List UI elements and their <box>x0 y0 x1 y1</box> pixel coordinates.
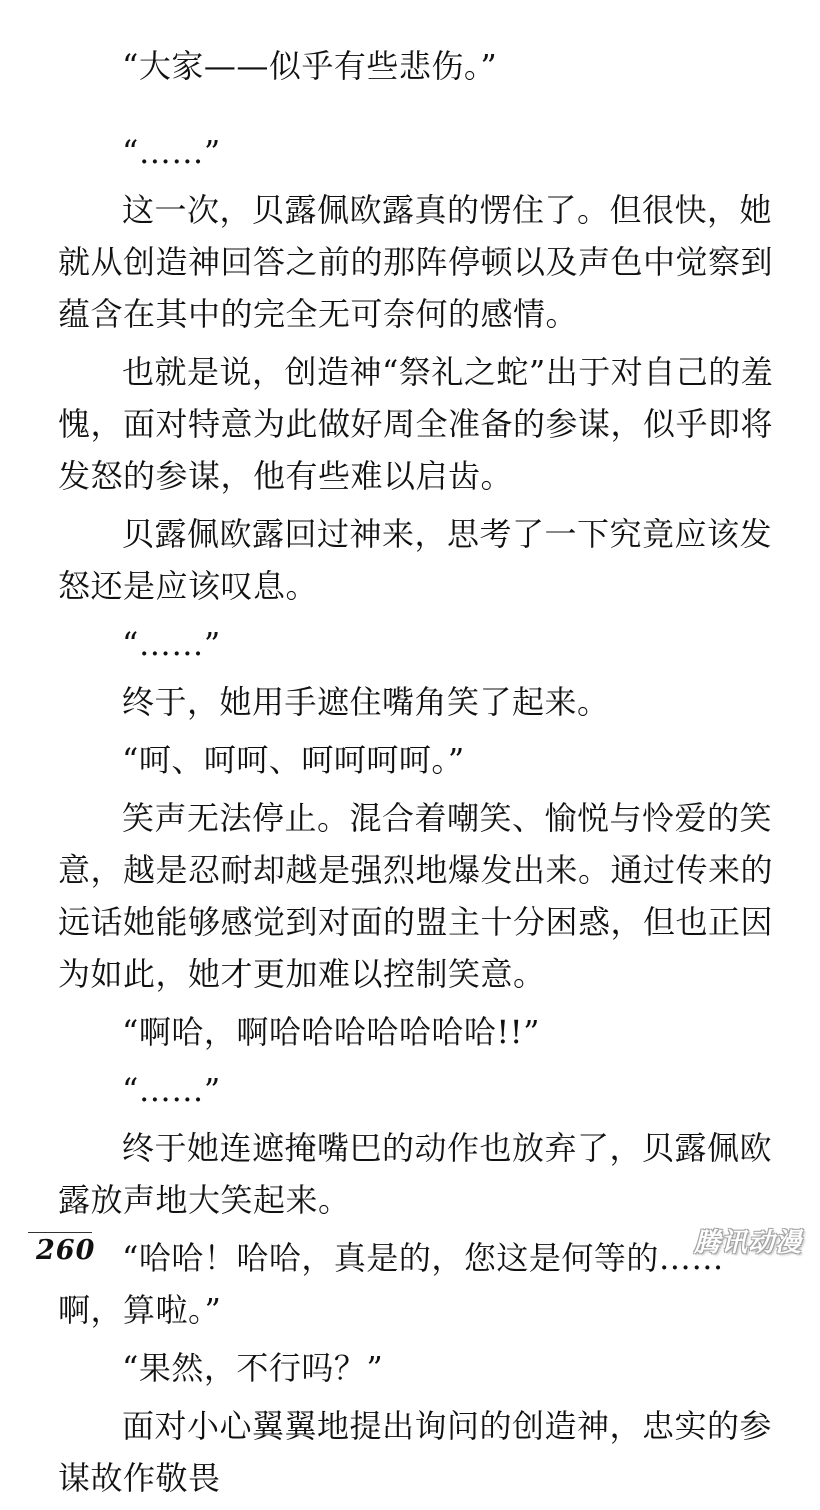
paragraph: 贝露佩欧露回过神来，思考了一下究竟应该发怒还是应该叹息。 <box>58 515 773 605</box>
paragraph: 终于她连遮掩嘴巴的动作也放弃了，贝露佩欧露放声地大笑起来。 <box>58 1129 773 1219</box>
page-text <box>58 40 778 1510</box>
paragraph: “……” <box>122 1071 221 1109</box>
paragraph: 面对小心翼翼地提出询问的创造神，忠实的参谋故作敬畏 <box>58 1407 773 1497</box>
paragraph: 也就是说，创造神“祭礼之蛇”出于对自己的羞愧，面对特意为此做好周全准备的参谋，似乎即将发怒的参谋，他有些难以启齿。 <box>58 353 774 495</box>
watermark-logo: 腾讯动漫 <box>693 1228 802 1258</box>
paragraph: 这一次，贝露佩欧露真的愣住了。但很快，她就从创造神回答之前的那阵停顿以及声色中觉察到蕴含在其中的完全无可奈何的感情。 <box>58 191 774 333</box>
footer-divider <box>28 1232 92 1233</box>
paragraph: “哈哈！哈哈，真是的，您这是何等的……啊，算啦。” <box>58 1239 724 1329</box>
page-number: 260 <box>36 1235 96 1266</box>
paragraph: “呵、呵呵、呵呵呵呵。” <box>122 741 465 779</box>
paragraph: “……” <box>122 133 221 171</box>
paragraph: “啊哈，啊哈哈哈哈哈哈哈!!” <box>122 1013 540 1051</box>
paragraph: “大家——似乎有些悲伤。” <box>122 47 498 85</box>
paragraph: “……” <box>122 625 221 663</box>
paragraph: “果然，不行吗？” <box>122 1349 384 1387</box>
paragraph: 终于，她用手遮住嘴角笑了起来。 <box>122 683 610 721</box>
paragraph: 笑声无法停止。混合着嘲笑、愉悦与怜爱的笑意，越是忍耐却越是强烈地爆发出来。通过传来的远话她能够感觉到对面的盟主十分困惑，但也正因为如此，她才更加难以控制笑意。 <box>58 799 774 993</box>
